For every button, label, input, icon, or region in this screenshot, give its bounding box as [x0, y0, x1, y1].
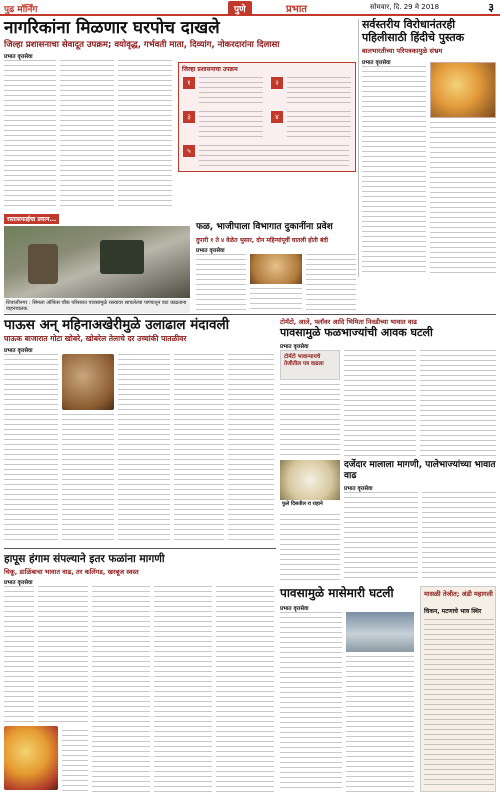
- mid-left-subhead: घाऊक बाजारात गोटा खोबरे, खोबरेल तेलाचे दर उच्चांकी पातळीवर: [4, 334, 187, 343]
- bottom-left-byline: प्रभात वृत्तसेवा: [4, 580, 33, 586]
- lead-column-2: [60, 60, 114, 210]
- bottom-left-col-4: [154, 586, 212, 792]
- book-cover-image: [430, 62, 496, 118]
- dateline: सोमवार, दि. 29 मे 2018: [370, 3, 440, 11]
- info-box-title: जिल्हा प्रशासनाचा उपक्रम: [182, 66, 238, 73]
- center-col-2: [250, 288, 302, 312]
- bottom-left-col-6: [62, 730, 88, 792]
- point-number-5: ५: [183, 145, 195, 157]
- center-col-3: [306, 254, 356, 312]
- news-photo: [4, 226, 190, 298]
- vegetable-image: [250, 254, 302, 284]
- cauliflower-image: [280, 460, 340, 500]
- photo-figure: [28, 244, 58, 284]
- bottom-mid-col-2: [346, 656, 414, 792]
- bottom-divider: [4, 548, 276, 549]
- brand-name: प्रभात: [286, 4, 308, 15]
- bottom-left-col-3: [92, 586, 150, 792]
- mid-right-headline: पावसामुळे फळभाज्यांची आवक घटली: [280, 326, 433, 339]
- center-byline: प्रभात वृत्तसेवा: [196, 248, 225, 254]
- lead-byline: प्रभात वृत्तसेवा: [4, 54, 33, 60]
- photo-caption: शिवाजीनगर : सिमला ऑफिस चौक परिसरात पावसामुळे रस्त्यावर साचलेल्या पाण्यातून वाट काढताना वाहनचालक.: [4, 299, 190, 313]
- mid-left-headline: पाऊस अन् महिनाअखेरीमुळे उलाढाल मंदावली: [4, 317, 230, 333]
- lead-headline: नागरिकांना मिळणार घरपोच दाखले: [4, 18, 220, 38]
- inset-caption: फुले दिसतील रा राहाने: [280, 500, 340, 510]
- right-lower-byline: प्रभात वृत्तसेवा: [344, 486, 373, 492]
- mid-left-col-4: [174, 354, 224, 544]
- mid-right-col-2: [344, 350, 416, 456]
- point-text-3: [199, 111, 263, 137]
- bottom-left-col-2: [38, 586, 88, 726]
- right-lower-col-1: [344, 492, 418, 582]
- mid-right-kicker: टोमॅटो, आले, फ्लॉवर आदि भिमिता निवडीच्या भावात वाढ: [280, 318, 417, 326]
- info-box: [178, 62, 356, 172]
- inset-title: टोमॅटो भावान्यायचे तेजीतील पत्र वाढला: [284, 354, 324, 367]
- mid-left-col-5: [228, 354, 274, 544]
- fruit-image: [4, 726, 58, 790]
- inset-box: [280, 350, 340, 380]
- mid-left-col-3: [118, 354, 170, 544]
- lead-column-3: [118, 60, 172, 210]
- mid-right-col-3: [420, 350, 496, 456]
- mid-left-col-1: [4, 354, 58, 544]
- point-number-3: ३: [183, 111, 195, 123]
- section-divider: [4, 314, 496, 315]
- rates-title: मासळी तेजीत; अंडी महागली: [424, 590, 493, 598]
- market-rates-box: [420, 586, 496, 792]
- bottom-left-col-1: [4, 586, 34, 726]
- bottom-mid-headline: पावसामुळे मासेमारी घटली: [280, 586, 394, 600]
- top-right-subhead: बालभारतीच्या परिपत्रकामुळे संभ्रम: [362, 47, 443, 55]
- mid-right-col-4: [280, 514, 340, 582]
- center-col-1: [196, 254, 246, 312]
- mid-left-col-2: [62, 414, 114, 544]
- right-lower-headline: दर्जेदार मालाला मागणी, पालेभाज्यांच्या भावात वाढ: [344, 460, 496, 481]
- mid-right-byline: प्रभात वृत्तसेवा: [280, 344, 309, 350]
- lead-subhead: जिल्हा प्रशासनाचा सेवादूत उपक्रम; वयोवृद्ध, गर्भवती माता, दिव्यांग, नोकरदारांना दिलासा: [4, 40, 280, 50]
- top-right-col-1: [362, 66, 426, 276]
- point-text-2: [287, 77, 351, 103]
- fish-image: [346, 612, 414, 652]
- mid-right-col-1: [280, 384, 340, 456]
- top-right-col-2: [430, 122, 496, 276]
- right-lower-col-2: [422, 492, 496, 582]
- point-number-1: १: [183, 77, 195, 89]
- bottom-mid-col-1: [280, 612, 342, 792]
- point-text-1: [199, 77, 263, 103]
- point-number-4: ४: [271, 111, 283, 123]
- point-text-5: [199, 145, 349, 167]
- top-right-byline: प्रभात वृत्तसेवा: [362, 60, 391, 66]
- rates-list: [424, 619, 494, 789]
- bottom-left-headline: हापूस हंगाम संपल्याने इतर फळांना मागणी: [4, 553, 165, 565]
- city-tag: पुणे: [228, 1, 252, 16]
- point-text-4: [287, 111, 351, 137]
- photo-vehicle: [100, 240, 144, 274]
- rates-subtitle: चिकन, मटणाचे भाव स्थिर: [424, 608, 482, 615]
- lead-column-1: [4, 60, 56, 210]
- masthead: [0, 0, 500, 16]
- point-number-2: २: [271, 77, 283, 89]
- page-number: ३: [488, 1, 494, 14]
- column-divider: [358, 19, 359, 277]
- section-label: पुढ मॉर्निंग: [4, 5, 38, 15]
- photo-label: रस्तासफाईचा प्रयत्न...: [4, 214, 59, 224]
- bottom-left-col-5: [216, 586, 274, 792]
- center-subhead: दुपारी १ ते ४ वेळेत भुसार, दोन महिन्यांपूर्वी घातली होती बंदी: [196, 237, 329, 244]
- bottom-left-subhead: चिकू, डाळिंबाचा भावात वाढ, तर कलिंगड, खरबूज स्वस्त: [4, 568, 139, 576]
- center-headline: फळ, भाजीपाला विभागात दुकानींना प्रवेश: [196, 222, 333, 232]
- coconut-image: [62, 354, 114, 410]
- bottom-mid-byline: प्रभात वृत्तसेवा: [280, 606, 309, 612]
- top-right-headline: सर्वस्तरीय विरोधानंतरही पहिलीसाठी हिंदीचे पुस्तक: [362, 18, 465, 44]
- mid-left-byline: प्रभात वृत्तसेवा: [4, 348, 33, 354]
